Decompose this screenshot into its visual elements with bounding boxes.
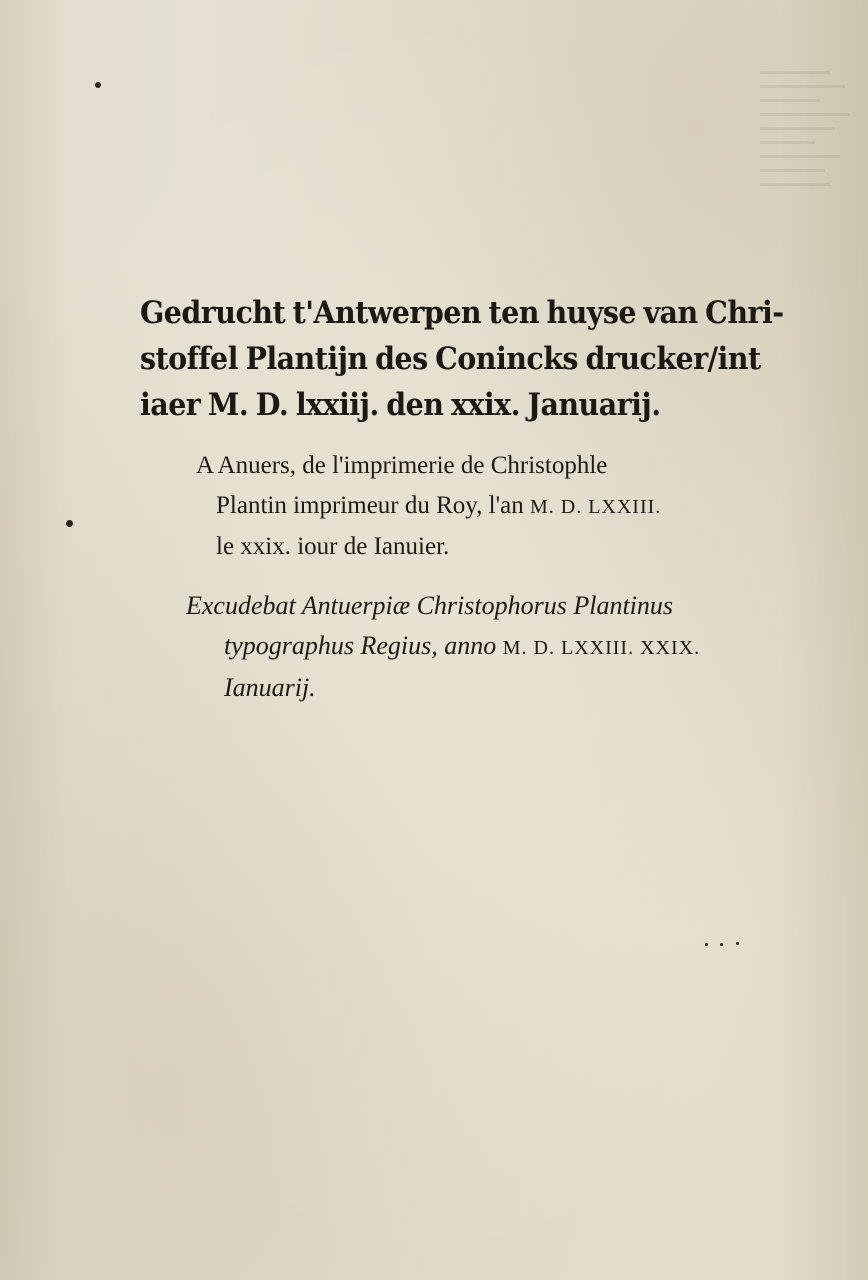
ink-spot xyxy=(66,520,73,527)
ink-spot xyxy=(720,943,723,946)
french-line-1: A Anuers, de l'imprimerie de Christophle xyxy=(196,452,608,479)
french-date: M. D. LXXIII. xyxy=(529,496,662,518)
dutch-line-2: stoffel Plantijn des Conincks drucker/int xyxy=(140,341,761,377)
french-line-2 xyxy=(196,486,796,527)
french-line-2-text: Plantin imprimeur du Roy, l'an xyxy=(216,492,524,519)
latin-line-2-text: typographus Regius, anno xyxy=(224,631,497,660)
french-line-3: le xxix. iour de Ianuier. xyxy=(216,533,450,560)
latin-line-1: Excudebat Antuerpiæ Christophorus Plantinus xyxy=(186,591,674,620)
french-colophon xyxy=(196,446,796,567)
latin-colophon xyxy=(186,586,806,708)
latin-date: M. D. LXXIII. XXIX. xyxy=(502,637,701,659)
ink-spot xyxy=(705,943,708,946)
latin-line-3: Ianuarij. xyxy=(224,673,316,702)
dutch-line-3: iaer M. D. lxxiij. den xxix. Januarij. xyxy=(140,387,661,423)
ink-spot xyxy=(95,82,101,88)
dutch-line-1: Gedrucht t'Antwerpen ten huyse van Chri- xyxy=(140,295,784,331)
dutch-colophon xyxy=(140,290,784,428)
ink-spot xyxy=(736,942,739,945)
bleed-through-text xyxy=(760,60,860,210)
latin-line-2 xyxy=(186,626,806,668)
